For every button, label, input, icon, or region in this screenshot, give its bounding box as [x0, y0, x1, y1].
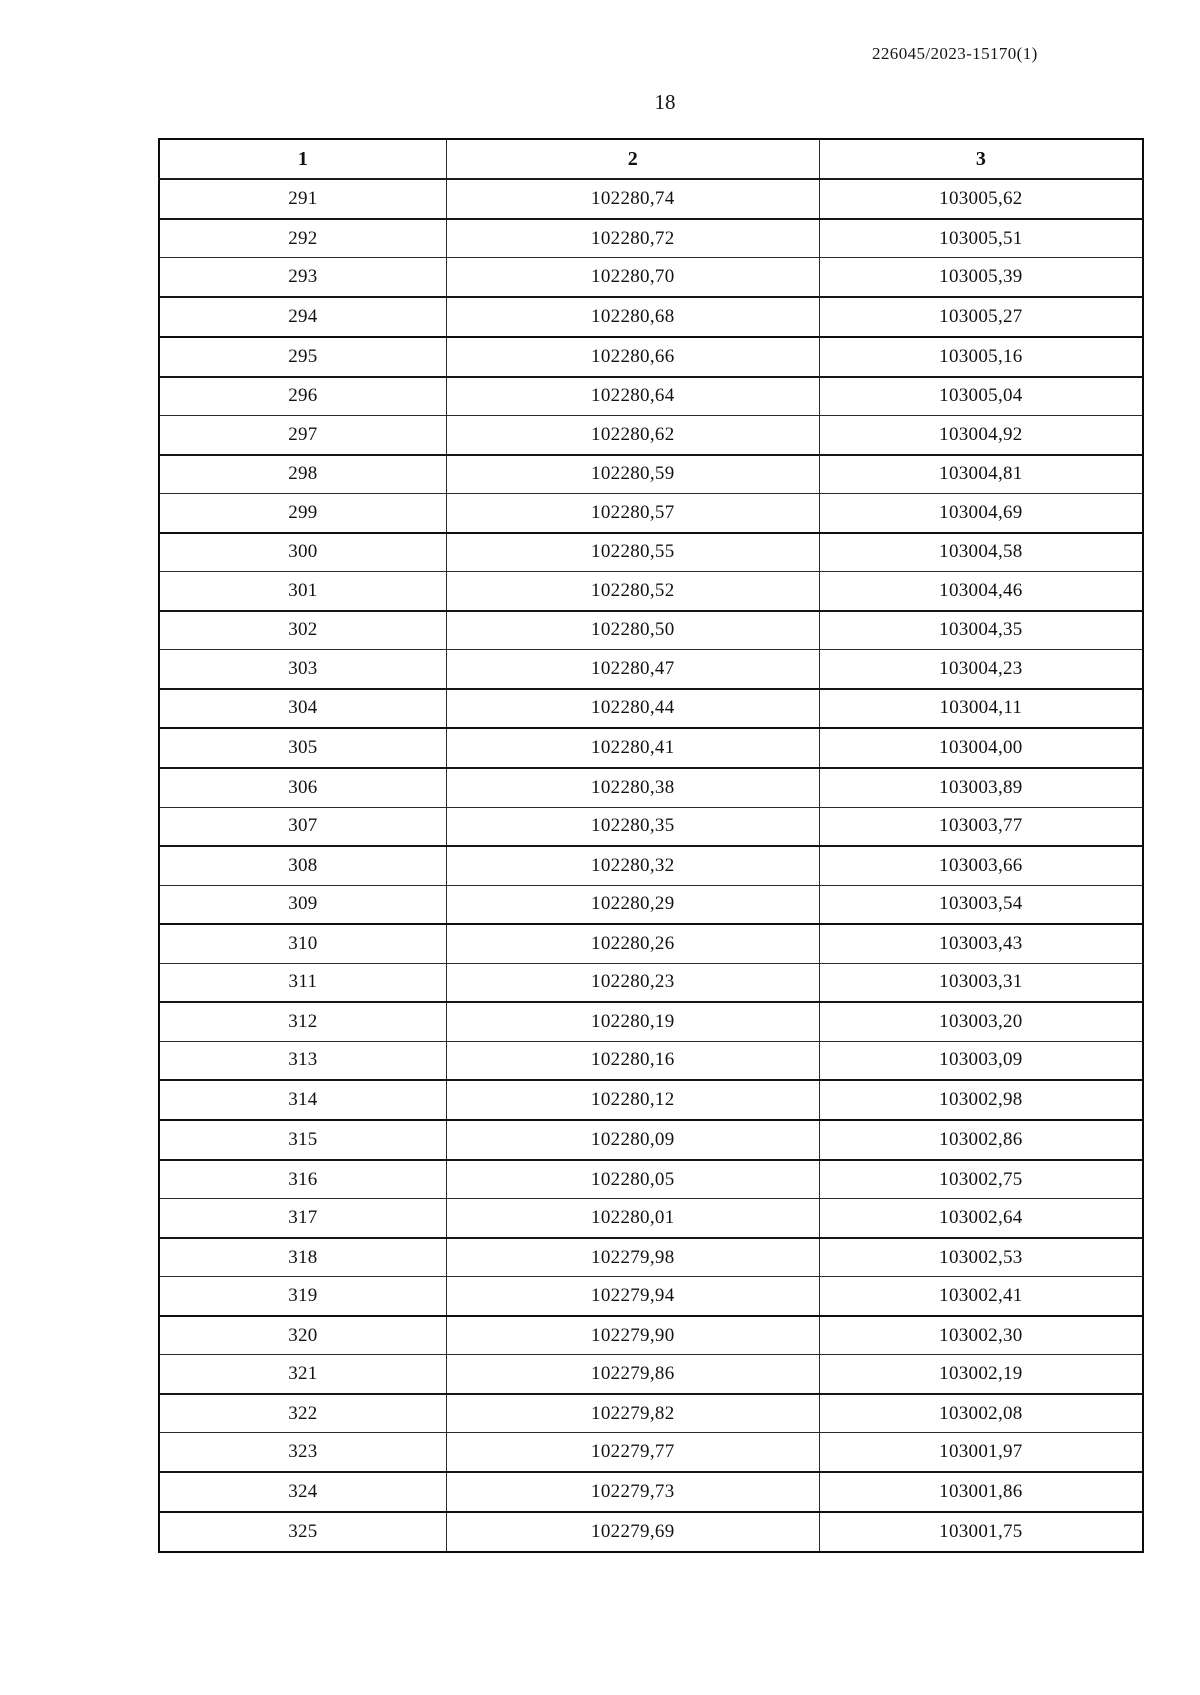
row-number-cell: 309: [159, 885, 446, 924]
value-col2-cell: 102280,19: [446, 1002, 819, 1041]
table-row: [159, 768, 1143, 807]
table-row: [159, 650, 1143, 689]
table-row: [159, 572, 1143, 611]
value-col2-cell: 102279,73: [446, 1472, 819, 1512]
table-row: [159, 728, 1143, 768]
value-col2-cell: 102280,09: [446, 1120, 819, 1160]
value-col2-cell: 102280,57: [446, 494, 819, 533]
value-col3-cell: 103004,58: [819, 533, 1143, 572]
value-col2-cell: 102279,98: [446, 1238, 819, 1277]
value-col3-cell: 103002,19: [819, 1355, 1143, 1394]
value-col2-cell: 102280,55: [446, 533, 819, 572]
row-number-cell: 322: [159, 1394, 446, 1433]
table-row: [159, 1002, 1143, 1041]
value-col2-cell: 102280,70: [446, 258, 819, 297]
value-col2-cell: 102280,44: [446, 689, 819, 729]
value-col2-cell: 102280,62: [446, 416, 819, 455]
row-number-cell: 319: [159, 1277, 446, 1316]
row-number-cell: 312: [159, 1002, 446, 1041]
value-col3-cell: 103002,30: [819, 1316, 1143, 1355]
header-col-2: 2: [446, 139, 819, 179]
document-reference: 226045/2023-15170(1): [872, 44, 1038, 63]
value-col3-cell: 103005,16: [819, 337, 1143, 377]
row-number-cell: 310: [159, 924, 446, 963]
value-col2-cell: 102280,26: [446, 924, 819, 963]
table-body: [159, 179, 1143, 1552]
value-col2-cell: 102280,68: [446, 297, 819, 337]
value-col3-cell: 103003,31: [819, 963, 1143, 1002]
value-col2-cell: 102280,23: [446, 963, 819, 1002]
table-row: [159, 1238, 1143, 1277]
value-col3-cell: 103004,11: [819, 689, 1143, 729]
value-col2-cell: 102280,16: [446, 1041, 819, 1080]
value-col2-cell: 102279,69: [446, 1512, 819, 1552]
table-header: [159, 139, 1143, 179]
table-header-row: [159, 139, 1143, 179]
row-number-cell: 320: [159, 1316, 446, 1355]
value-col3-cell: 103002,86: [819, 1120, 1143, 1160]
row-number-cell: 304: [159, 689, 446, 729]
table-row: [159, 689, 1143, 729]
row-number-cell: 325: [159, 1512, 446, 1552]
row-number-cell: 311: [159, 963, 446, 1002]
table-row: [159, 533, 1143, 572]
value-col2-cell: 102280,41: [446, 728, 819, 768]
row-number-cell: 301: [159, 572, 446, 611]
value-col3-cell: 103002,41: [819, 1277, 1143, 1316]
table-row: [159, 219, 1143, 258]
value-col3-cell: 103003,66: [819, 846, 1143, 885]
value-col3-cell: 103005,51: [819, 219, 1143, 258]
table-row: [159, 337, 1143, 377]
value-col2-cell: 102280,12: [446, 1080, 819, 1120]
value-col3-cell: 103001,97: [819, 1433, 1143, 1472]
row-number-cell: 314: [159, 1080, 446, 1120]
value-col2-cell: 102280,05: [446, 1160, 819, 1199]
value-col3-cell: 103002,64: [819, 1199, 1143, 1238]
value-col3-cell: 103003,54: [819, 885, 1143, 924]
table-row: [159, 1080, 1143, 1120]
value-col3-cell: 103002,75: [819, 1160, 1143, 1199]
value-col3-cell: 103004,92: [819, 416, 1143, 455]
value-col3-cell: 103004,00: [819, 728, 1143, 768]
value-col2-cell: 102280,59: [446, 455, 819, 494]
value-col3-cell: 103005,27: [819, 297, 1143, 337]
value-col3-cell: 103005,39: [819, 258, 1143, 297]
value-col2-cell: 102280,64: [446, 377, 819, 416]
value-col2-cell: 102280,74: [446, 179, 819, 219]
value-col2-cell: 102280,38: [446, 768, 819, 807]
row-number-cell: 313: [159, 1041, 446, 1080]
value-col3-cell: 103003,89: [819, 768, 1143, 807]
page-number: 18: [654, 90, 676, 114]
row-number-cell: 291: [159, 179, 446, 219]
table-row: [159, 611, 1143, 650]
header-col-1: 1: [159, 139, 446, 179]
value-col2-cell: 102280,66: [446, 337, 819, 377]
row-number-cell: 299: [159, 494, 446, 533]
table-row: [159, 494, 1143, 533]
table-row: [159, 885, 1143, 924]
table-row: [159, 1355, 1143, 1394]
row-number-cell: 298: [159, 455, 446, 494]
table-row: [159, 179, 1143, 219]
table-row: [159, 1316, 1143, 1355]
value-col2-cell: 102280,29: [446, 885, 819, 924]
table-row: [159, 846, 1143, 885]
value-col2-cell: 102279,90: [446, 1316, 819, 1355]
value-col2-cell: 102280,52: [446, 572, 819, 611]
value-col3-cell: 103003,77: [819, 807, 1143, 846]
value-col3-cell: 103001,86: [819, 1472, 1143, 1512]
value-col3-cell: 103003,20: [819, 1002, 1143, 1041]
value-col3-cell: 103004,35: [819, 611, 1143, 650]
value-col3-cell: 103004,69: [819, 494, 1143, 533]
row-number-cell: 306: [159, 768, 446, 807]
value-col2-cell: 102279,82: [446, 1394, 819, 1433]
table-row: [159, 1120, 1143, 1160]
table-row: [159, 1512, 1143, 1552]
table-row: [159, 1394, 1143, 1433]
table-row: [159, 1433, 1143, 1472]
row-number-cell: 293: [159, 258, 446, 297]
value-col3-cell: 103004,23: [819, 650, 1143, 689]
table-row: [159, 377, 1143, 416]
row-number-cell: 315: [159, 1120, 446, 1160]
row-number-cell: 321: [159, 1355, 446, 1394]
row-number-cell: 317: [159, 1199, 446, 1238]
row-number-cell: 316: [159, 1160, 446, 1199]
table-row: [159, 1041, 1143, 1080]
value-col2-cell: 102280,72: [446, 219, 819, 258]
row-number-cell: 308: [159, 846, 446, 885]
value-col2-cell: 102280,50: [446, 611, 819, 650]
value-col3-cell: 103004,46: [819, 572, 1143, 611]
value-col2-cell: 102280,35: [446, 807, 819, 846]
table-row: [159, 297, 1143, 337]
table-row: [159, 1277, 1143, 1316]
value-col2-cell: 102279,94: [446, 1277, 819, 1316]
table-row: [159, 1199, 1143, 1238]
table-row: [159, 1472, 1143, 1512]
table-row: [159, 455, 1143, 494]
value-col2-cell: 102279,86: [446, 1355, 819, 1394]
table-row: [159, 963, 1143, 1002]
row-number-cell: 292: [159, 219, 446, 258]
value-col2-cell: 102280,32: [446, 846, 819, 885]
table-row: [159, 416, 1143, 455]
row-number-cell: 300: [159, 533, 446, 572]
row-number-cell: 294: [159, 297, 446, 337]
row-number-cell: 295: [159, 337, 446, 377]
value-col2-cell: 102279,77: [446, 1433, 819, 1472]
value-col3-cell: 103003,43: [819, 924, 1143, 963]
value-col3-cell: 103003,09: [819, 1041, 1143, 1080]
value-col3-cell: 103004,81: [819, 455, 1143, 494]
row-number-cell: 307: [159, 807, 446, 846]
table-row: [159, 258, 1143, 297]
table-row: [159, 807, 1143, 846]
row-number-cell: 297: [159, 416, 446, 455]
row-number-cell: 324: [159, 1472, 446, 1512]
value-col3-cell: 103002,08: [819, 1394, 1143, 1433]
row-number-cell: 302: [159, 611, 446, 650]
value-col3-cell: 103005,62: [819, 179, 1143, 219]
row-number-cell: 318: [159, 1238, 446, 1277]
table-row: [159, 924, 1143, 963]
table-row: [159, 1160, 1143, 1199]
value-col3-cell: 103005,04: [819, 377, 1143, 416]
header-col-3: 3: [819, 139, 1143, 179]
row-number-cell: 296: [159, 377, 446, 416]
row-number-cell: 323: [159, 1433, 446, 1472]
value-col3-cell: 103002,98: [819, 1080, 1143, 1120]
value-col2-cell: 102280,01: [446, 1199, 819, 1238]
row-number-cell: 305: [159, 728, 446, 768]
data-table: [158, 138, 1144, 1553]
value-col2-cell: 102280,47: [446, 650, 819, 689]
value-col3-cell: 103001,75: [819, 1512, 1143, 1552]
row-number-cell: 303: [159, 650, 446, 689]
value-col3-cell: 103002,53: [819, 1238, 1143, 1277]
